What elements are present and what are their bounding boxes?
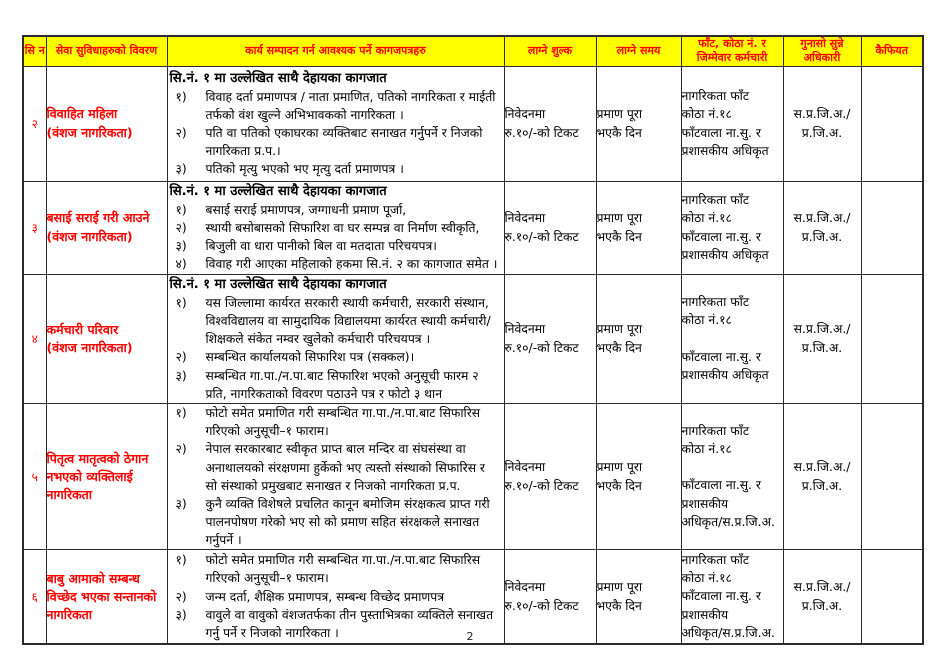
- desk-line: प्रशासकीय अधिकृत: [681, 144, 769, 159]
- desk-line: प्रशासकीय अधिकृत: [681, 248, 769, 263]
- officer-line: स.प्र.जि.अ./: [793, 322, 851, 337]
- item-number: २): [175, 442, 187, 457]
- officer-line: स.प्र.जि.अ./: [793, 211, 851, 226]
- list-item: [168, 367, 504, 403]
- service-name: बसाई सराई गरी आउने: [46, 210, 150, 226]
- service-name-cell: [46, 66, 167, 181]
- officer-line: स.प्र.जि.अ./: [793, 580, 851, 595]
- list-item: [168, 124, 504, 160]
- desk-line: कोठा नं.१८: [681, 313, 732, 328]
- desk-line: प्रशासकीय अधिकृत: [681, 368, 769, 383]
- item-text: फोटो समेत प्रमाणित गरी सम्बन्धित गा.पा./न.पा.बाट सिफारिस गरिएको अनुसूची–१ फाराम।: [205, 405, 481, 439]
- fee-line: रु.१०/-को टिकट: [504, 229, 579, 244]
- officer-line: प्र.जि.अ.: [801, 478, 843, 493]
- item-number: ३): [175, 607, 187, 622]
- documents-cell: [167, 274, 504, 403]
- item-number: १): [175, 202, 187, 217]
- item-number: ४): [175, 257, 187, 272]
- service-name: पितृत्व मातृत्वको ठेगान नभएको व्यक्तिलाई नागरिकता: [46, 450, 149, 502]
- item-text: कुनै व्यक्ति विशेषले प्रचलित कानून बमोजिम संरक्षकत्व प्राप्त गरी पालनपोषण गरेको भए सो को प्रमाण सहित संरक्षकले सनाखत गर्नुपर्ने ।: [205, 496, 490, 548]
- desk-line: प्रशासकीय: [681, 607, 729, 622]
- item-number: ३): [175, 496, 187, 511]
- officer-line: स.प्र.जि.अ./: [793, 107, 851, 122]
- header-row: [23, 36, 923, 66]
- fee-line: रु.१०/-को टिकट: [504, 340, 579, 355]
- desk-line: प्रशासकीय: [681, 496, 729, 511]
- service-subtitle: (वंशज नागरिकता): [46, 339, 133, 355]
- list-item: [168, 404, 504, 440]
- time-line: प्रमाण पूरा: [596, 322, 643, 337]
- list-item: [168, 237, 504, 255]
- service-subtitle: (वंशज नागरिकता): [46, 228, 133, 244]
- item-number: २): [175, 221, 187, 236]
- item-number: २): [175, 126, 187, 141]
- list-item: [168, 495, 504, 550]
- fee-line: निवेदनमा: [504, 580, 546, 595]
- item-text: सम्बन्धित गा.पा./न.पा.बाट सिफारिश भएको अनुसूची फारम २ प्रति, नागरिकताको विवरण पठाउने पत्र र फोटो ३ थान: [205, 368, 479, 401]
- desk-line: फाँटवाला ना.सु. र: [681, 349, 761, 364]
- fee-line: निवेदनमा: [504, 107, 546, 122]
- header-desk: फाँट, कोठा नं. र जिम्मेवार कर्मचारी: [681, 36, 783, 66]
- time-cell: [596, 403, 681, 550]
- header-time: लाग्ने समय: [596, 36, 681, 66]
- time-cell: [596, 274, 681, 403]
- list-item: [168, 588, 504, 606]
- fee-line: रु.१०/-को टिकट: [504, 598, 579, 613]
- table-row: [23, 274, 923, 403]
- item-number: १): [175, 295, 187, 310]
- time-line: प्रमाण पूरा: [596, 580, 643, 595]
- officer-line: स.प्र.जि.अ./: [793, 460, 851, 475]
- service-name: बाबु आमाको सम्बन्ध विच्छेद भएका सन्तानको नागरिकता: [46, 570, 157, 622]
- desk-line: नागरिकता फाँट: [681, 552, 750, 567]
- serial-number: ४: [23, 274, 46, 403]
- remarks-cell: [861, 403, 923, 550]
- fee-cell: [504, 181, 596, 274]
- desk-cell: [681, 403, 783, 550]
- fee-cell: [504, 403, 596, 550]
- remarks-cell: [861, 181, 923, 274]
- desk-line: नागरिकता फाँट: [681, 192, 750, 207]
- desk-line: कोठा नं.१८: [681, 107, 732, 122]
- serial-number: ३: [23, 181, 46, 274]
- desk-line: कोठा नं.१८: [681, 571, 732, 586]
- time-cell: [596, 181, 681, 274]
- item-text: बिजुली वा धारा पानीको बिल वा मतदाता परिचयपत्र।: [205, 239, 437, 254]
- documents-cell: [167, 403, 504, 550]
- time-line: प्रमाण पूरा: [596, 211, 643, 226]
- desk-line: नागरिकता फाँट: [681, 294, 750, 309]
- item-text: सम्बन्धित कार्यालयको सिफारिश पत्र (सक्कल)।: [205, 350, 415, 365]
- item-text: स्थायी बसोबासको सिफारिश वा घर सम्पन्न वा निर्माण स्वीकृति,: [205, 221, 480, 236]
- desk-line: फाँटवाला ना.सु. र: [681, 589, 761, 604]
- remarks-cell: [861, 66, 923, 181]
- item-number: ३): [175, 162, 187, 177]
- item-text: जन्म दर्ता, शैक्षिक प्रमाणपत्र, सम्बन्ध विच्छेद प्रमाणपत्र: [205, 589, 445, 604]
- service-name-cell: [46, 403, 167, 550]
- fee-line: रु.१०/-को टिकट: [504, 125, 579, 140]
- service-name: कर्मचारी परिवार: [46, 321, 119, 337]
- time-line: भएकै दिन: [596, 229, 642, 244]
- fee-line: निवेदनमा: [504, 460, 546, 475]
- header-officer: गुनासो सुन्ने अधिकारी: [783, 36, 861, 66]
- service-name-cell: [46, 274, 167, 403]
- time-cell: [596, 66, 681, 181]
- list-item: [168, 551, 504, 587]
- desk-line: फाँटवाला ना.सु. र: [681, 125, 761, 140]
- desk-line: [682, 330, 783, 348]
- list-item: [168, 219, 504, 237]
- header-service: सेवा सुविधाहरुको विवरण: [46, 36, 167, 66]
- desk-line: [682, 459, 783, 477]
- services-table: [22, 35, 924, 645]
- item-text: पति वा पतिको एकाघरका व्यक्तिबाट सनाखत गर्नुपर्ने र निजको नागरिकता प्र.प.।: [205, 126, 483, 159]
- officer-line: प्र.जि.अ.: [801, 598, 843, 613]
- list-item: [168, 160, 504, 178]
- desk-line: नागरिकता फाँट: [681, 423, 750, 438]
- time-line: भएकै दिन: [596, 125, 642, 140]
- header-sn: सि न: [23, 36, 46, 66]
- serial-number: २: [23, 66, 46, 181]
- item-number: २): [175, 350, 187, 365]
- header-remarks: कैफियत: [861, 36, 923, 66]
- time-line: भएकै दिन: [596, 340, 642, 355]
- list-item: [168, 88, 504, 124]
- item-text: पतिको मृत्यु भएको भए मृत्यु दर्ता प्रमाणपत्र ।: [205, 162, 404, 177]
- header-documents: कार्य सम्पादन गर्न आवश्यक पर्ने कागजपत्रहरु: [167, 36, 504, 66]
- fee-line: निवेदनमा: [504, 211, 546, 226]
- page-number: 2: [466, 630, 474, 643]
- table-row: [23, 403, 923, 550]
- item-text: नेपाल सरकारबाट स्वीकृत प्राप्त बाल मन्दिर वा संघसंस्था वा अनाथालयको संरक्षणमा हुर्केको भए त्यस्तो संस्थाको सिफारिस र सो संस्थाको प्रमुखबाट सनाखत र निजको नागरिकता प्र.प.: [205, 442, 485, 493]
- desk-line: फाँटवाला ना.सु. र: [681, 478, 761, 493]
- list-item: [168, 201, 504, 219]
- fee-line: रु.१०/-को टिकट: [504, 478, 579, 493]
- documents-cell: [167, 66, 504, 181]
- officer-line: प्र.जि.अ.: [801, 340, 843, 355]
- fee-line: निवेदनमा: [504, 322, 546, 337]
- header-fee: लाग्ने शुल्क: [504, 36, 596, 66]
- desk-line: कोठा नं.१८: [681, 211, 732, 226]
- list-item: [168, 348, 504, 366]
- item-number: १): [175, 405, 187, 420]
- time-line: भएकै दिन: [596, 598, 642, 613]
- item-text: बसाई सराई प्रमाणपत्र, जग्गाधनी प्रमाण पूर्जा,: [205, 202, 407, 217]
- item-text: फोटो समेत प्रमाणित गरी सम्बन्धित गा.पा./न.पा.बाट सिफारिस गरिएको अनुसूची–१ फाराम।: [205, 553, 481, 586]
- desk-line: कोठा नं.१८: [681, 442, 732, 457]
- item-number: ३): [175, 368, 187, 383]
- item-number: २): [175, 589, 187, 604]
- table-row: [23, 181, 923, 274]
- time-line: भएकै दिन: [596, 478, 642, 493]
- documents-cell: [167, 181, 504, 274]
- service-name-cell: [46, 181, 167, 274]
- desk-cell: [681, 66, 783, 181]
- desk-line: नागरिकता फाँट: [681, 88, 750, 103]
- fee-cell: [504, 66, 596, 181]
- time-line: प्रमाण पूरा: [596, 460, 643, 475]
- list-item: [168, 255, 504, 273]
- item-text: विवाह दर्ता प्रमाणपत्र / नाता प्रमाणित, पतिको नागरिकता र माईती तर्फको वंश खुल्ने अभिभावकको नागरिकता ।: [205, 89, 496, 122]
- item-text: विवाह गरी आएका महिलाको हकमा सि.नं. २ का कागजात समेत ।: [205, 257, 498, 272]
- documents-header: सि.नं. १ मा उल्लेखित साथै देहायका कागजात: [169, 70, 387, 86]
- officer-cell: [783, 403, 861, 550]
- officer-cell: [783, 274, 861, 403]
- item-text: वावुले वा वावुको वंशजतर्फका तीन पुस्ताभित्रका व्यक्तिले सनाखत गर्नु पर्ने र निजको नागरिकता ।: [205, 607, 494, 640]
- officer-cell: [783, 181, 861, 274]
- list-item: [168, 294, 504, 349]
- remarks-cell: [861, 274, 923, 403]
- officer-line: प्र.जि.अ.: [801, 125, 843, 140]
- fee-cell: [504, 274, 596, 403]
- list-item: [168, 440, 504, 495]
- item-number: १): [175, 89, 187, 104]
- item-number: ३): [175, 239, 187, 254]
- service-name: विवाहित महिला: [46, 106, 118, 122]
- serial-number: ६: [23, 550, 46, 644]
- serial-number: ५: [23, 403, 46, 550]
- service-subtitle: (वंशज नागरिकता): [46, 124, 133, 140]
- desk-cell: [681, 274, 783, 403]
- table-row: [23, 66, 923, 181]
- time-line: प्रमाण पूरा: [596, 107, 643, 122]
- desk-cell: [681, 181, 783, 274]
- officer-cell: [783, 66, 861, 181]
- officer-line: प्र.जि.अ.: [801, 229, 843, 244]
- desk-line: अधिकृत/स.प्र.जि.अ.: [681, 626, 775, 641]
- documents-header: सि.नं. १ मा उल्लेखित साथै देहायका कागजात: [169, 276, 387, 292]
- desk-line: फाँटवाला ना.सु. र: [681, 229, 761, 244]
- item-number: १): [175, 553, 187, 568]
- documents-header: सि.नं. १ मा उल्लेखित साथै देहायका कागजात: [169, 183, 387, 199]
- desk-line: अधिकृत/स.प्र.जि.अ.: [681, 515, 775, 530]
- item-text: यस जिल्लामा कार्यरत सरकारी स्थायी कर्मचारी, सरकारी संस्थान, विश्वविद्यालय वा सामुदायिक विद्यालयमा कार्यरत स्थायी कर्मचारी/शिक्षकले संकेत नम्वर खुलेको कर्मचारी परिचयपत्र ।: [205, 295, 491, 347]
